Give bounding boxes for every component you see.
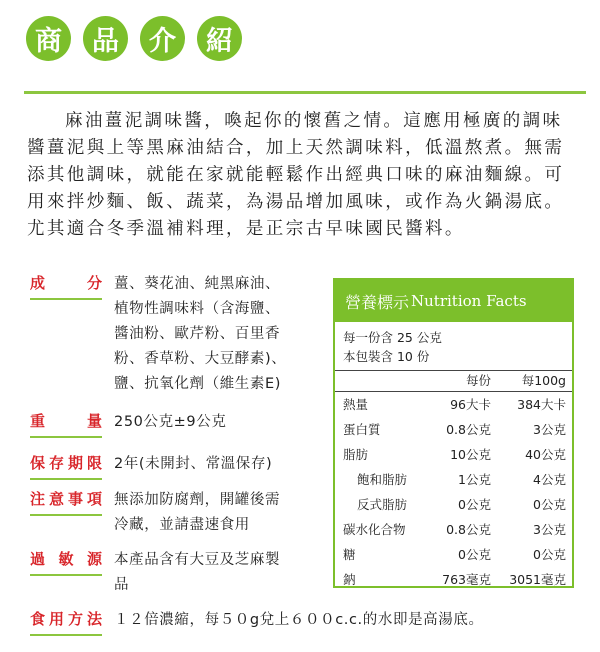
nutrition-row [335, 517, 572, 542]
ingredients-line: 薑、葵花油、純黑麻油、 [114, 276, 281, 292]
nutrition-facts-table [333, 278, 574, 588]
shelf-life-value: 2年(未開封、常溫保存) [114, 456, 273, 472]
col-per-serving: 每份 [465, 373, 491, 388]
nutrition-row [335, 392, 572, 417]
nutrient-per-serving: 763毫克 [442, 572, 491, 587]
nutrient-name: 鈉 [343, 572, 356, 587]
ingredients-line: 鹽、抗氧化劑（維生素E) [114, 376, 282, 392]
nutrient-name: 蛋白質 [343, 422, 381, 437]
nutrient-name: 脂肪 [343, 447, 369, 462]
title-char-1: 商 [26, 16, 71, 61]
nutrient-name: 反式脂肪 [357, 497, 408, 512]
nutrient-name: 碳水化合物 [343, 522, 406, 537]
nutrient-name: 熱量 [343, 397, 369, 412]
ingredients-line: 醬油粉、歐芹粉、百里香 [114, 326, 281, 342]
notes-label: 注意事項 [30, 488, 102, 516]
serving-size: 每一份含 25 公克 [343, 330, 442, 345]
nutrient-name: 糖 [343, 547, 356, 562]
nutrient-per-100g: 4公克 [533, 472, 566, 487]
allergen-label: 過 敏 源 [30, 548, 102, 576]
nutrient-per-100g: 3公克 [533, 522, 566, 537]
nutrient-per-100g: 40公克 [525, 447, 566, 462]
ingredients-line: 植物性調味料（含海鹽、 [114, 301, 281, 317]
weight-value: 250公克±9公克 [114, 414, 227, 430]
title-divider [24, 91, 586, 94]
nutrient-name: 飽和脂肪 [357, 472, 408, 487]
product-description: 麻油薑泥調味醬，喚起你的懷舊之情。這應用極廣的調味醬薑泥與上等黑麻油結合，加上天然調味料，低溫熬煮。無需添其他調味，就能在家就能輕鬆作出經典口味的麻油麵線。可用來拌炒麵、飯、蔬菜，為湯品增加風味，或作為火鍋湯底。尤其適合冬季溫補料理，是正宗古早味國民醬料。 [27, 111, 565, 239]
nutrition-title-zh: 營養標示 [345, 292, 410, 312]
nutrition-row [335, 492, 572, 517]
usage-row [30, 608, 600, 636]
nutrition-row [335, 442, 572, 467]
shelf-life-row [30, 452, 324, 480]
nutrient-per-100g: 0公克 [533, 497, 566, 512]
ingredients-line: 粉、香草粉、大豆酵素)、 [114, 351, 287, 367]
allergen-value [114, 548, 324, 598]
nutrition-row [335, 542, 572, 567]
nutrition-title-en: Nutrition Facts [411, 292, 527, 310]
allergen-row [30, 548, 324, 598]
usage-label: 食用方法 [30, 608, 102, 636]
nutrient-per-serving: 10公克 [450, 447, 491, 462]
ingredients-label: 成 分 [30, 272, 102, 300]
notes-row [30, 488, 324, 538]
notes-line: 無添加防腐劑，開罐後需 [114, 492, 281, 508]
nutrient-per-serving: 0.8公克 [446, 522, 491, 537]
title-char-2: 品 [83, 16, 128, 61]
allergen-line: 品 [114, 577, 130, 593]
nutrient-per-serving: 1公克 [458, 472, 491, 487]
nutrition-row [335, 467, 572, 492]
section-title [26, 16, 242, 74]
nutrient-per-100g: 0公克 [533, 547, 566, 562]
allergen-line: 本產品含有大豆及芝麻製 [114, 552, 281, 568]
nutrient-per-100g: 3公克 [533, 422, 566, 437]
nutrition-row [335, 567, 572, 592]
nutrient-per-serving: 96大卡 [450, 397, 491, 412]
nutrition-header [335, 371, 572, 392]
nutrient-per-100g: 384大卡 [517, 397, 566, 412]
title-char-3: 介 [140, 16, 185, 61]
notes-value [114, 488, 324, 538]
ingredients-value [114, 272, 324, 397]
nutrition-title [335, 280, 572, 322]
shelf-life-label: 保存期限 [30, 452, 102, 480]
servings-per-package: 本包裝含 10 份 [343, 349, 430, 364]
nutrient-per-serving: 0公克 [458, 547, 491, 562]
nutrition-rows [335, 392, 572, 592]
nutrient-per-serving: 0.8公克 [446, 422, 491, 437]
nutrient-per-100g: 3051毫克 [509, 572, 566, 587]
nutrient-per-serving: 0公克 [458, 497, 491, 512]
nutrition-row [335, 417, 572, 442]
ingredients-row [30, 272, 324, 397]
serving-info [335, 322, 572, 371]
notes-line: 冷藏，並請盡速食用 [114, 517, 250, 533]
col-per-100g: 每100g [521, 373, 566, 388]
usage-value: １２倍濃縮，每５０g兌上６００c.c.的水即是高湯底。 [114, 612, 484, 628]
weight-label: 重 量 [30, 410, 102, 438]
weight-row [30, 410, 324, 438]
title-char-4: 紹 [197, 16, 242, 61]
